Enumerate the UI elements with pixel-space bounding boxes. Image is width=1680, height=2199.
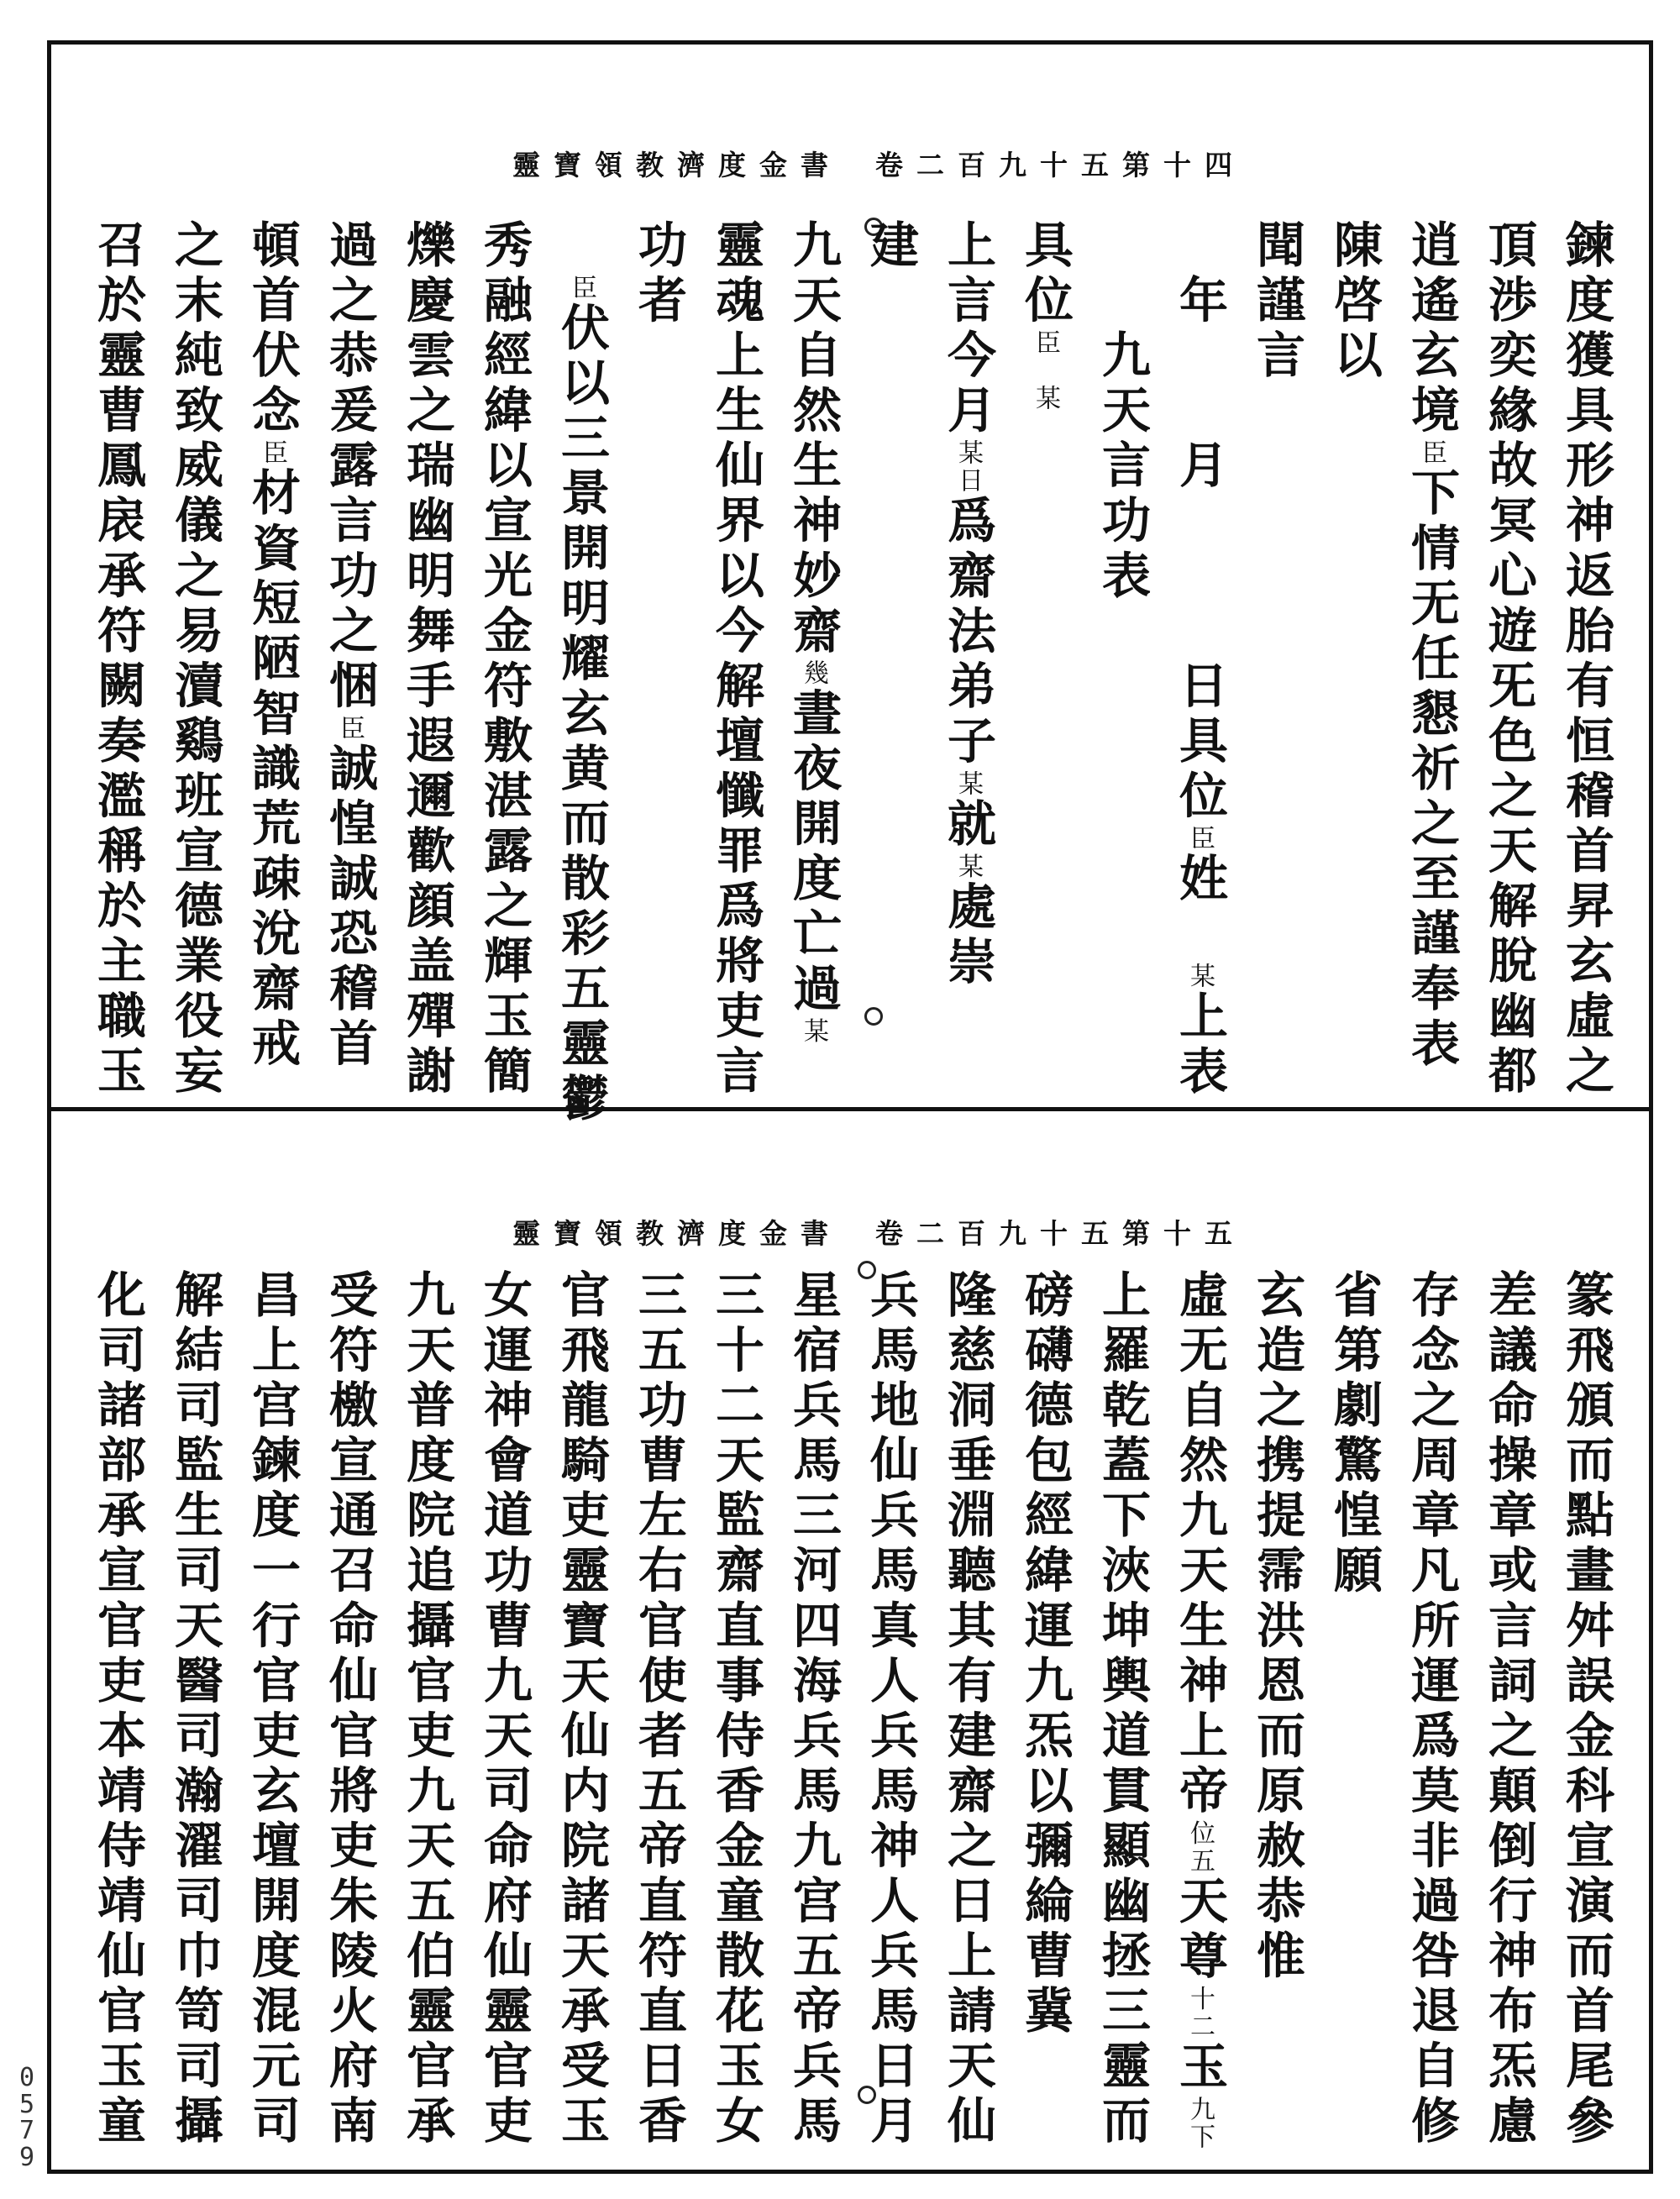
interlinear-note: 某 bbox=[1185, 963, 1215, 991]
text-column bbox=[1094, 1269, 1151, 2150]
text-column bbox=[939, 1269, 996, 2150]
column-text: 過之恭爰露言功之悃 bbox=[321, 219, 378, 715]
text-column bbox=[89, 1269, 146, 2150]
column-text: 頓首伏念 bbox=[244, 219, 301, 440]
column-text: 玉 bbox=[1171, 2040, 1228, 2097]
text-column bbox=[862, 1269, 919, 2150]
column-text: 頂渉奕緣故冥心遊旡色之天解脫幽都 bbox=[1480, 219, 1537, 1100]
text-column bbox=[785, 1269, 842, 2150]
text-column bbox=[398, 219, 455, 1100]
column-text: 陳啓以 bbox=[1326, 219, 1383, 385]
interlinear-note: 九下 bbox=[1185, 2096, 1215, 2152]
column-text: 聞謹言 bbox=[1248, 219, 1305, 385]
text-column bbox=[166, 1269, 223, 2150]
interlinear-note: 臣 bbox=[1185, 824, 1215, 853]
column-text: 磅礴德包經緯運九炁以彌綸曹冀 bbox=[1016, 1269, 1074, 2040]
text-column bbox=[1326, 1269, 1383, 1600]
column-text: 上羅乾蓋下浹坤輿道貫顯幽拯三靈而 bbox=[1094, 1269, 1151, 2150]
upper-leaf bbox=[51, 45, 1649, 1128]
column-text: 爲齋法弟子 bbox=[939, 495, 996, 770]
interlinear-note: 幾 bbox=[799, 659, 828, 688]
column-text: 三五功曹左右官使者五帝直符直日香 bbox=[630, 1269, 687, 2150]
column-text: 昌上宫鍊度一行官吏玄壇開度混元司 bbox=[244, 1269, 301, 2150]
upper-header-title: 靈寶領教濟度金書 bbox=[512, 149, 842, 181]
text-column bbox=[475, 219, 533, 1100]
column-text: 差議命操章或言詞之顛倒行神布炁慮 bbox=[1480, 1269, 1537, 2150]
column-text: 存念之周章凡所運爲莫非過咎退自修 bbox=[1403, 1269, 1460, 2150]
column-text: 官飛龍騎吏靈寶天仙内院諸天承受玉 bbox=[553, 1269, 610, 2150]
text-column bbox=[553, 1269, 610, 2150]
column-text: 就 bbox=[939, 797, 996, 853]
interlinear-note: 臣 bbox=[567, 274, 596, 302]
column-text: 建 bbox=[862, 219, 919, 275]
text-column bbox=[1248, 219, 1305, 385]
column-text: 女運神會道功曹九天司命府仙靈官吏 bbox=[475, 1269, 533, 2150]
column-text: 具位 bbox=[1016, 219, 1074, 330]
column-text: 天尊 bbox=[1171, 1875, 1228, 1986]
column-text: 材資短陋智識荒疎涗齋戒 bbox=[244, 467, 301, 1073]
text-column bbox=[1248, 1269, 1305, 1986]
text-column bbox=[244, 219, 301, 1073]
column-text: 秀融經緯以宣光金符敷湛露之輝玉簡 bbox=[475, 219, 533, 1100]
column-text: 功者 bbox=[630, 219, 687, 330]
lower-header-title: 靈寶領教濟度金書 bbox=[512, 1217, 842, 1250]
text-column bbox=[1171, 1269, 1228, 2152]
column-text: 召於靈曹鳳扆承符闕奏濫稱於主職玉 bbox=[89, 219, 146, 1100]
text-column bbox=[1016, 219, 1074, 413]
interlinear-note: 臣 bbox=[1417, 439, 1446, 468]
upper-header-volume: 卷二百九十五第十四 bbox=[875, 149, 1246, 181]
column-text: 虛无自然九天生神上帝 bbox=[1171, 1269, 1228, 1820]
column-text: 上言今月 bbox=[939, 219, 996, 440]
column-text: 三十二天監齋直事侍香金童散花玉女 bbox=[707, 1269, 764, 2150]
text-column bbox=[1557, 219, 1614, 1100]
lower-header-volume: 卷二百九十五第十五 bbox=[875, 1217, 1246, 1250]
text-column bbox=[1557, 1269, 1614, 2150]
text-column bbox=[1480, 219, 1537, 1100]
text-column bbox=[1403, 1269, 1460, 2150]
scripture-page bbox=[47, 40, 1653, 2174]
text-column bbox=[1326, 219, 1383, 385]
text-column bbox=[630, 219, 687, 330]
punctuation-circle-mark bbox=[864, 1007, 883, 1026]
column-text: 處崇 bbox=[939, 880, 996, 991]
column-text: 兵馬地仙兵馬真人兵馬神人兵馬日月 bbox=[862, 1269, 919, 2150]
interlinear-note: 臣 bbox=[335, 714, 365, 743]
text-column bbox=[1403, 219, 1460, 1073]
text-column bbox=[553, 219, 610, 1128]
text-column bbox=[244, 1269, 301, 2150]
text-column bbox=[630, 1269, 687, 2150]
text-column bbox=[707, 1269, 764, 2150]
column-text: 九天言功表 bbox=[1094, 219, 1151, 605]
text-column bbox=[785, 219, 842, 1046]
column-text: 下情无任懇祈之至謹奉表 bbox=[1403, 467, 1460, 1073]
column-text bbox=[553, 219, 610, 275]
text-column bbox=[166, 219, 223, 1100]
interlinear-note: 臣 bbox=[258, 439, 287, 468]
column-text: 玄造之携提霈洪恩而原赦恭惟 bbox=[1248, 1269, 1305, 1986]
column-text: 伏以三景開明耀玄黄而散彩五靈鬱 bbox=[553, 302, 610, 1128]
column-text: 靈魂上生仙界以今解壇懺罪爲將吏言 bbox=[707, 219, 764, 1100]
column-text: 省第劇驚惶願 bbox=[1326, 1269, 1383, 1600]
interlinear-note: 某 bbox=[953, 853, 983, 881]
column-text: 爍慶雲之瑞幽明舞手遐邇歡顔盖殫謝 bbox=[398, 219, 455, 1100]
interlinear-note: 某 bbox=[799, 1017, 828, 1046]
text-column bbox=[1171, 219, 1228, 1101]
text-column bbox=[1016, 1269, 1074, 2040]
interlinear-note: 某 bbox=[953, 769, 983, 798]
text-column bbox=[939, 219, 996, 991]
column-text: 解結司監生司天醫司瀚濯司巾笥司攝 bbox=[166, 1269, 223, 2150]
text-column bbox=[1480, 1269, 1537, 2150]
interlinear-note: 位五 bbox=[1185, 1819, 1215, 1876]
interlinear-note: 某日 bbox=[953, 439, 983, 496]
column-text: 晝夜開度亡過 bbox=[785, 687, 842, 1018]
text-column bbox=[862, 219, 919, 275]
text-column bbox=[707, 219, 764, 1100]
text-column bbox=[398, 1269, 455, 2150]
column-text: 九天普度院追攝官吏九天五伯靈官承 bbox=[398, 1269, 455, 2150]
column-text: 之末純致威儀之易瀆鷄班宣德業役妄 bbox=[166, 219, 223, 1100]
page-number: 0 5 7 9 bbox=[18, 2063, 35, 2172]
column-text: 姓 bbox=[1171, 852, 1228, 963]
column-text: 逍遙玄境 bbox=[1403, 219, 1460, 440]
column-text: 受符檄宣通召命仙官將吏朱陵火府南 bbox=[321, 1269, 378, 2150]
text-column bbox=[475, 1269, 533, 2150]
upper-leaf-header bbox=[512, 144, 1246, 183]
column-text: 隆慈洞垂淵聽其有建齋之日上請天仙 bbox=[939, 1269, 996, 2150]
text-column bbox=[321, 1269, 378, 2150]
column-text: 星宿兵馬三河四海兵馬九宫五帝兵馬 bbox=[785, 1269, 842, 2150]
column-text: 誠惶誠恐稽首 bbox=[321, 742, 378, 1073]
interlinear-note: 十二 bbox=[1185, 1985, 1215, 2041]
column-text: 化司諸部承宣官吏本靖侍靖仙官玉童 bbox=[89, 1269, 146, 2150]
column-text: 篆飛頒而點畫舛誤金科宣演而首尾參 bbox=[1557, 1269, 1614, 2150]
interlinear-note: 臣 某 bbox=[1031, 329, 1060, 413]
column-text: 鍊度獲具形神返胎有恒稽首昇玄虛之 bbox=[1557, 219, 1614, 1100]
text-column bbox=[321, 219, 378, 1073]
text-column bbox=[89, 219, 146, 1100]
column-text: 九天自然生神妙齋 bbox=[785, 219, 842, 660]
column-text: 上表 bbox=[1171, 990, 1228, 1101]
text-column bbox=[1094, 219, 1151, 605]
lower-leaf bbox=[51, 1107, 1649, 2170]
lower-leaf-header bbox=[512, 1212, 1246, 1252]
column-text: 年 月 日具位 bbox=[1171, 219, 1228, 825]
